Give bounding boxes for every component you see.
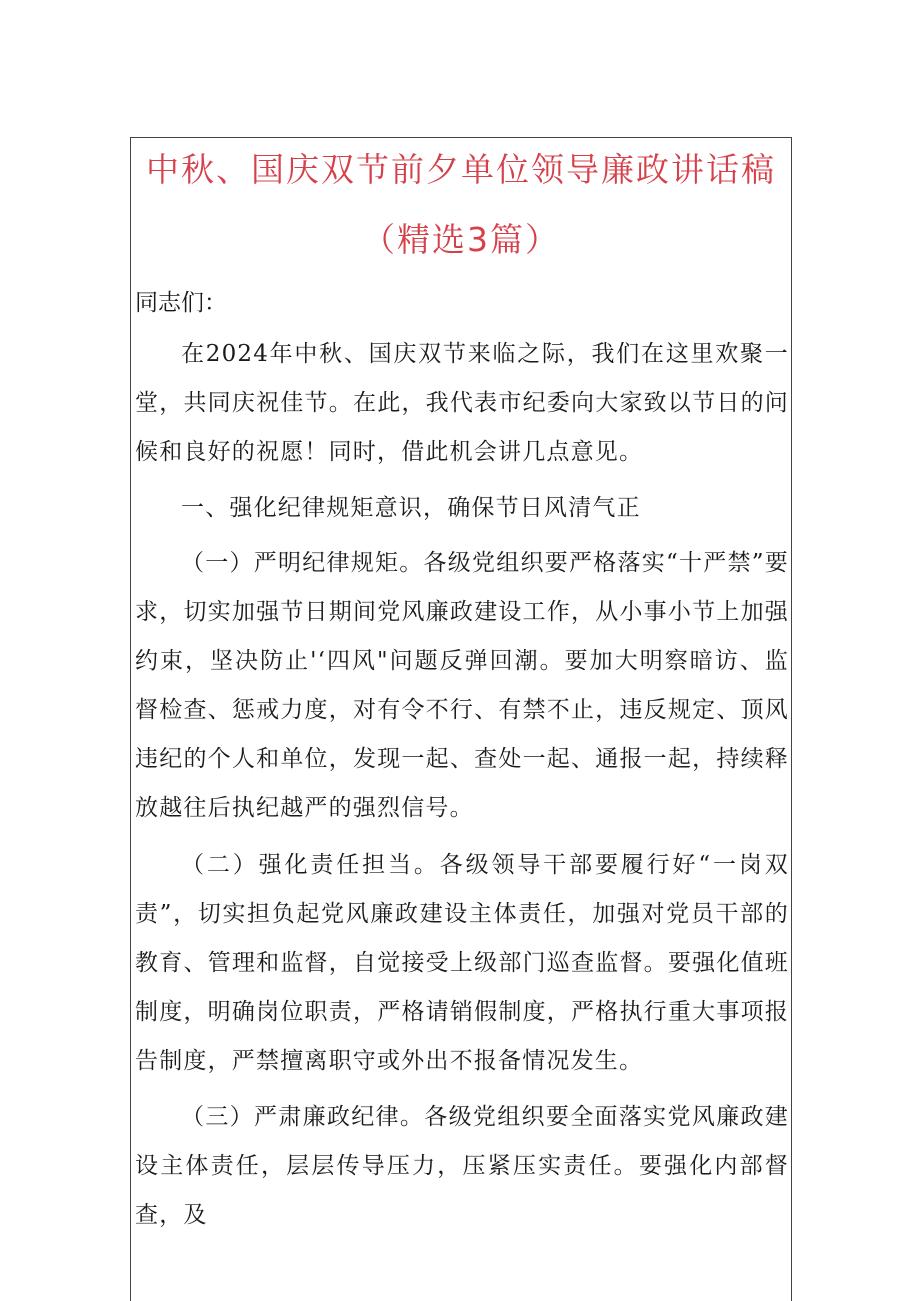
section-heading-1: 一、强化纪律规矩意识，确保节日风清气正 [181,495,641,521]
document-subtitle: （精选3篇） [362,220,560,259]
paragraph-item-1: （一）严明纪律规矩。各级党组织要严格落实“十严禁”要求，切实加强节日期间党风廉政建设工作，从小事小节上加强约束，坚决防止'‘四风"问题反弹回潮。要加大明察暗访、监督检查、惩戒力度，对有令不行、有禁不止，违反规定、顶风违纪的个人和单位，发现一起、查处一起、通报一起，持续释放越往后执纪越严的强烈信号。 [135,550,789,821]
paragraph-intro: 在2024年中秋、国庆双节来临之际，我们在这里欢聚一堂，共同庆祝佳节。在此，我代表市纪委向大家致以节日的问候和良好的祝愿！同时，借此机会讲几点意见。 [135,341,789,465]
document-title: 中秋、国庆双节前夕单位领导廉政讲话稿 [146,150,776,189]
salutation: 同志们： [135,290,227,316]
paragraph-item-3: （三）严肃廉政纪律。各级党组织要全面落实党风廉政建设主体责任，层层传导压力，压紧压实责任。要强化内部督查，及 [135,1104,789,1228]
paragraph-item-2: （二）强化责任担当。各级领导干部要履行好“一岗双责”，切实担负起党风廉政建设主体责任，加强对党员干部的教育、管理和监督，自觉接受上级部门巡查监督。要强化值班制度，明确岗位职责，严格请销假制度，严格执行重大事项报告制度，严禁擅离职守或外出不报备情况发生。 [135,852,789,1074]
document-frame [130,137,792,1301]
